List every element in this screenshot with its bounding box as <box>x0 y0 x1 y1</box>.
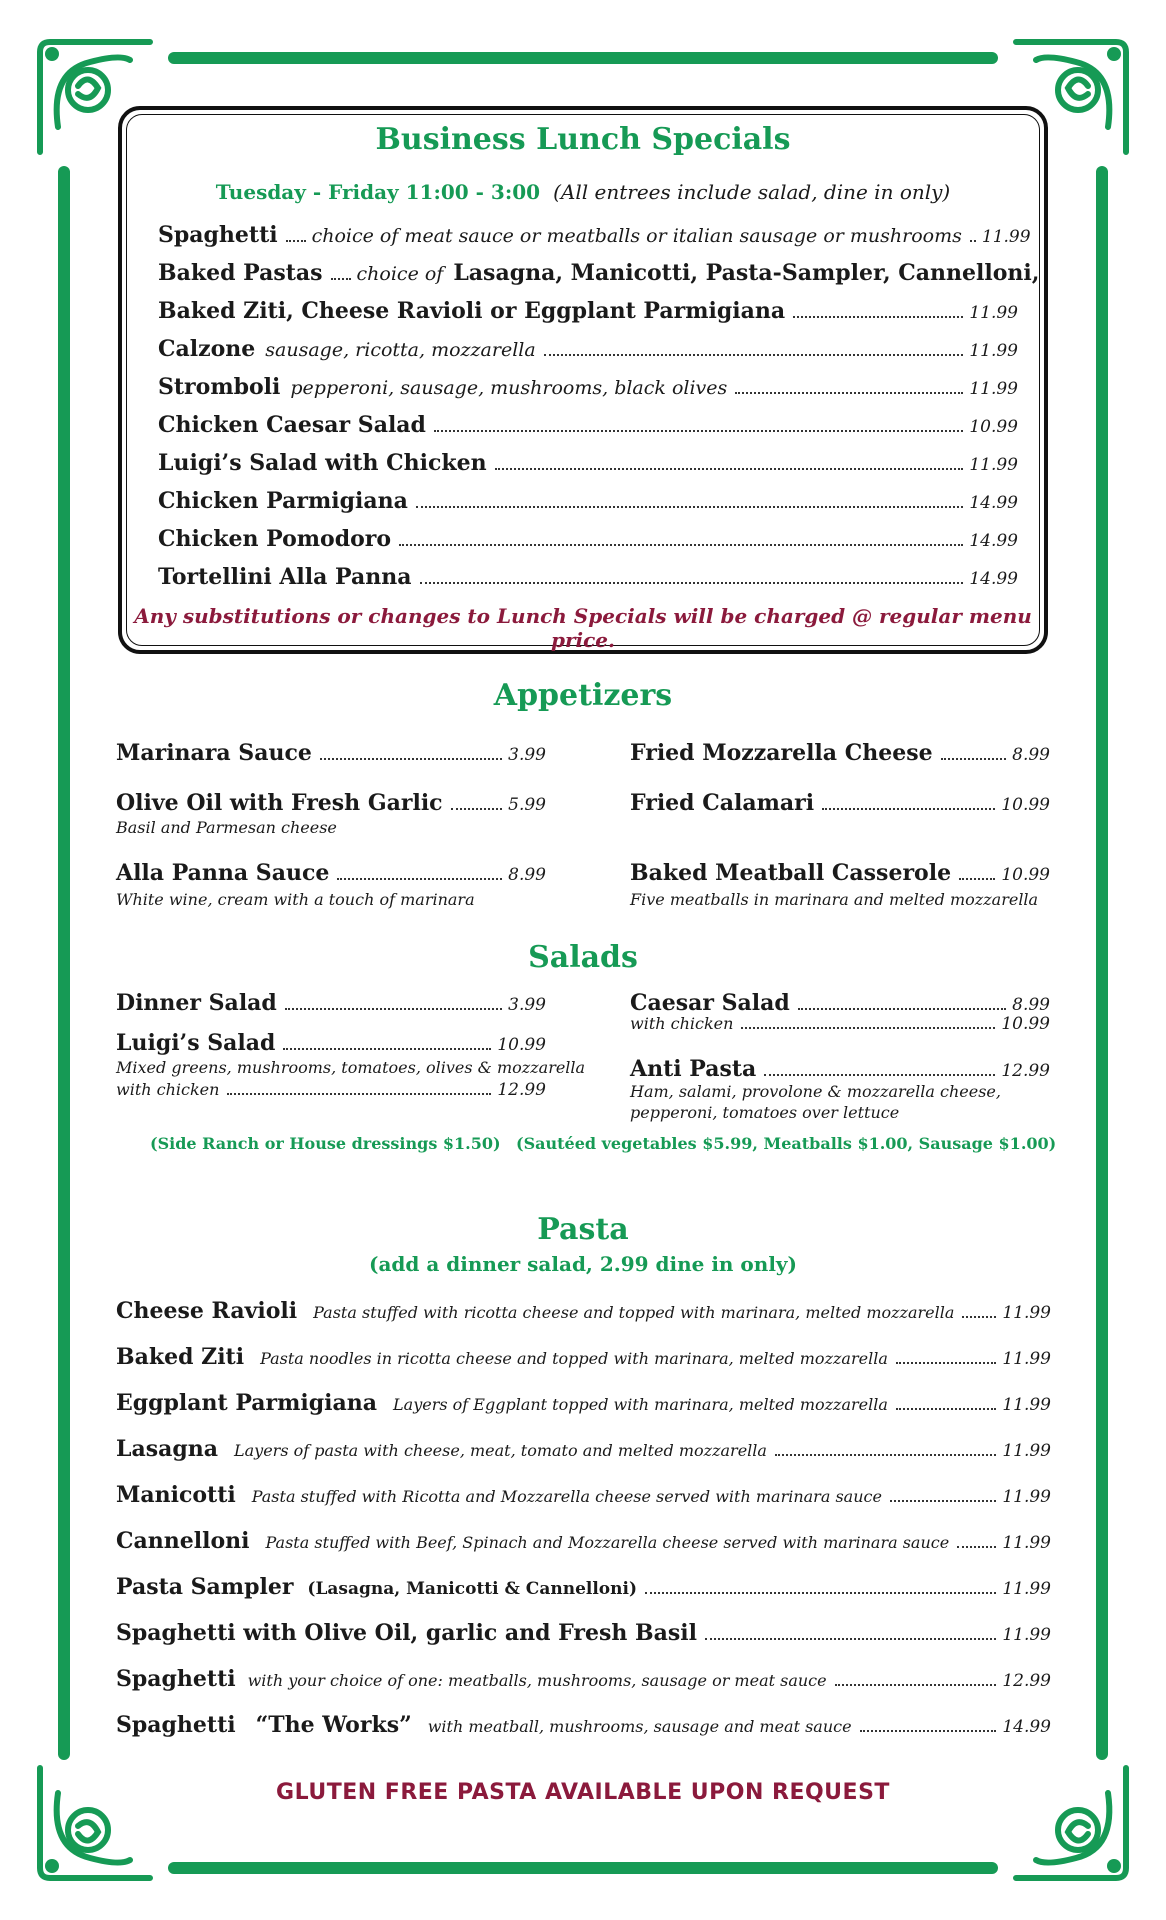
item-desc: Pasta stuffed with ricotta cheese and topped with marinara, melted mozzarella <box>313 1303 955 1322</box>
item-desc: Five meatballs in marinara and melted mozzarella <box>630 890 1039 909</box>
item-price: 11.99 <box>1002 1441 1051 1461</box>
corner-ornament-icon <box>30 1758 160 1888</box>
salad-luigis <box>116 1030 546 1056</box>
item-name: Chicken Pomodoro <box>158 526 392 552</box>
item-price: 3.99 <box>508 745 546 765</box>
item-price: 11.99 <box>1002 1349 1051 1369</box>
lunch-title: Business Lunch Specials <box>375 122 791 157</box>
item-price: 8.99 <box>1012 995 1050 1015</box>
item-price: 14.99 <box>969 569 1018 589</box>
item-name: Chicken Caesar Salad <box>158 412 426 438</box>
item-desc: sausage, ricotta, mozzarella <box>265 339 536 361</box>
lunch-note: (All entrees include salad, dine in only) <box>553 180 951 204</box>
item-price: 14.99 <box>969 493 1018 513</box>
item-desc: Pasta stuffed with Ricotta and Mozzarella cheese served with marinara sauce <box>251 1487 882 1506</box>
item-name: Baked Pastas <box>158 260 323 286</box>
lunch-item-caesar <box>158 412 1018 438</box>
lunch-hours: Tuesday - Friday 11:00 - 3:00 <box>215 180 541 204</box>
salad-dinner <box>116 990 546 1016</box>
lunch-item-pomodoro <box>158 526 1018 552</box>
app-casserole <box>630 860 1050 886</box>
pasta-item <box>116 1344 1051 1370</box>
item-name: Cannelloni <box>116 1528 250 1554</box>
pasta-item <box>116 1712 1051 1738</box>
item-name: Cheese Ravioli <box>116 1298 298 1324</box>
item-desc: with your choice of one: meatballs, mushrooms, sausage or meat sauce <box>247 1671 827 1690</box>
item-price: 12.99 <box>1002 1671 1051 1691</box>
salads-note-dressings: (Side Ranch or House dressings $1.50) <box>150 1134 501 1153</box>
lunch-item-spaghetti <box>158 222 1031 248</box>
lunch-item-luigis <box>158 450 1018 476</box>
pasta-item <box>116 1666 1051 1692</box>
lunch-hours-line <box>118 180 1048 204</box>
pasta-item <box>116 1390 1051 1416</box>
item-name: Alla Panna Sauce <box>116 860 330 886</box>
pasta-item <box>116 1528 1051 1554</box>
item-name: Eggplant Parmigiana <box>116 1390 378 1416</box>
lunch-item-parmigiana <box>158 488 1018 514</box>
frame-bottom-bar <box>168 1862 998 1874</box>
lunch-item-stromboli <box>158 374 1018 400</box>
item-price: 3.99 <box>508 995 546 1015</box>
item-price: 11.99 <box>1002 1533 1051 1553</box>
item-desc: Mixed greens, mushrooms, tomatoes, olives & mozzarella <box>116 1058 586 1077</box>
item-price: 5.99 <box>508 795 546 815</box>
item-name: Chicken Parmigiana <box>158 488 408 514</box>
item-price: 14.99 <box>969 531 1018 551</box>
item-desc: Pasta stuffed with Beef, Spinach and Mozzarella cheese served with marinara sauce <box>265 1533 950 1552</box>
item-desc: (Lasagna, Manicotti & Cannelloni) <box>307 1579 638 1599</box>
app-alla-panna <box>116 860 546 886</box>
item-options: Lasagna, Manicotti, Pasta-Sampler, Cannelloni, <box>453 260 1040 286</box>
item-name: Lasagna <box>116 1436 218 1462</box>
item-name: Olive Oil with Fresh Garlic <box>116 790 443 816</box>
item-price: 11.99 <box>1002 1395 1051 1415</box>
lunch-item-tortellini <box>158 564 1018 590</box>
item-price: 10.99 <box>1001 795 1050 815</box>
lunch-item-calzone <box>158 336 1018 362</box>
item-name: Baked Meatball Casserole <box>630 860 952 886</box>
item-name: Anti Pasta <box>630 1056 757 1082</box>
gluten-free-notice: GLUTEN FREE PASTA AVAILABLE UPON REQUEST <box>276 1780 890 1805</box>
appetizers-title: Appetizers <box>493 678 673 713</box>
salad-luigis-chicken <box>116 1080 546 1100</box>
lunch-item-baked-pastas-line2 <box>158 298 1018 324</box>
item-desc: Pasta noodles in ricotta cheese and topped with marinara, melted mozzarella <box>260 1349 888 1368</box>
item-name: Fried Calamari <box>630 790 815 816</box>
item-name: Luigi’s Salad with Chicken <box>158 450 487 476</box>
frame-top-bar <box>168 52 998 64</box>
item-name: Spaghetti <box>116 1666 236 1692</box>
item-name: Spaghetti <box>158 222 278 248</box>
pasta-item <box>116 1436 1051 1462</box>
item-price: 14.99 <box>1002 1717 1051 1737</box>
item-price: 12.99 <box>1001 1061 1050 1081</box>
item-name: Tortellini Alla Panna <box>158 564 412 590</box>
corner-ornament-icon <box>1006 1758 1136 1888</box>
item-name: Spaghetti <box>116 1712 236 1738</box>
item-name: Calzone <box>158 336 256 362</box>
item-price: 10.99 <box>1001 865 1050 885</box>
item-price: 11.99 <box>969 303 1018 323</box>
item-desc: White wine, cream with a touch of marinara <box>116 890 475 909</box>
item-price: 8.99 <box>1012 745 1050 765</box>
item-desc: Ham, salami, provolone & mozzarella cheese, <box>630 1082 1001 1101</box>
item-price: 11.99 <box>1002 1625 1051 1645</box>
item-name: Pasta Sampler <box>116 1574 294 1600</box>
item-price: 12.99 <box>497 1080 546 1100</box>
item-desc: Layers of pasta with cheese, meat, tomato and melted mozzarella <box>234 1441 767 1460</box>
item-desc: Basil and Parmesan cheese <box>116 818 337 837</box>
item-desc: choice of <box>356 263 444 285</box>
pasta-item <box>116 1574 1051 1600</box>
item-desc: with meatball, mushrooms, sausage and meat sauce <box>427 1717 852 1736</box>
item-desc: Layers of Eggplant topped with marinara, melted mozzarella <box>393 1395 888 1414</box>
salads-title: Salads <box>528 940 638 975</box>
item-price: 11.99 <box>1002 1579 1051 1599</box>
item-name: Dinner Salad <box>116 990 277 1016</box>
app-calamari <box>630 790 1050 816</box>
item-desc: with chicken <box>116 1080 220 1099</box>
pasta-item <box>116 1482 1051 1508</box>
salad-caesar-chicken <box>630 1014 1050 1034</box>
pasta-item <box>116 1620 1051 1646</box>
item-price: 10.99 <box>1001 1014 1050 1034</box>
item-price: 8.99 <box>508 865 546 885</box>
salad-caesar <box>630 990 1050 1016</box>
item-price: 11.99 <box>1002 1487 1051 1507</box>
pasta-title: Pasta <box>537 1212 629 1247</box>
item-name: Fried Mozzarella Cheese <box>630 740 933 766</box>
item-options: Baked Ziti, Cheese Ravioli or Eggplant Parmigiana <box>158 298 786 324</box>
item-price: 11.99 <box>981 227 1031 247</box>
salad-anti-pasta <box>630 1056 1050 1082</box>
item-desc: with chicken <box>630 1014 734 1033</box>
pasta-subtitle: (add a dinner salad, 2.99 dine in only) <box>369 1252 797 1276</box>
item-name: Marinara Sauce <box>116 740 312 766</box>
item-price: 11.99 <box>1002 1303 1051 1323</box>
app-olive-oil <box>116 790 546 816</box>
item-price: 10.99 <box>497 1035 546 1055</box>
app-mozzarella <box>630 740 1050 766</box>
item-desc: choice of meat sauce or meatballs or italian sausage or mushrooms <box>311 225 962 247</box>
pasta-item <box>116 1298 1051 1324</box>
item-desc: pepperoni, sausage, mushrooms, black olives <box>290 377 728 399</box>
salads-note-extras: (Sautéed vegetables $5.99, Meatballs $1.00, Sausage $1.00) <box>516 1134 1057 1153</box>
item-name: Caesar Salad <box>630 990 790 1016</box>
item-name: Manicotti <box>116 1482 236 1508</box>
item-variant: “The Works” <box>255 1712 412 1738</box>
item-price: 11.99 <box>969 341 1018 361</box>
item-name: Baked Ziti <box>116 1344 245 1370</box>
item-price: 11.99 <box>969 379 1018 399</box>
item-desc: pepperoni, tomatoes over lettuce <box>630 1103 900 1122</box>
item-name: Stromboli <box>158 374 281 400</box>
lunch-footer-note: Any substitutions or changes to Lunch Specials will be charged @ regular menu price. <box>134 604 1032 652</box>
item-name: Spaghetti with Olive Oil, garlic and Fresh Basil <box>116 1620 697 1646</box>
item-price: 11.99 <box>969 455 1018 475</box>
lunch-item-baked-pastas <box>158 260 1040 286</box>
app-marinara <box>116 740 546 766</box>
item-name: Luigi’s Salad <box>116 1030 276 1056</box>
item-price: 10.99 <box>969 417 1018 437</box>
